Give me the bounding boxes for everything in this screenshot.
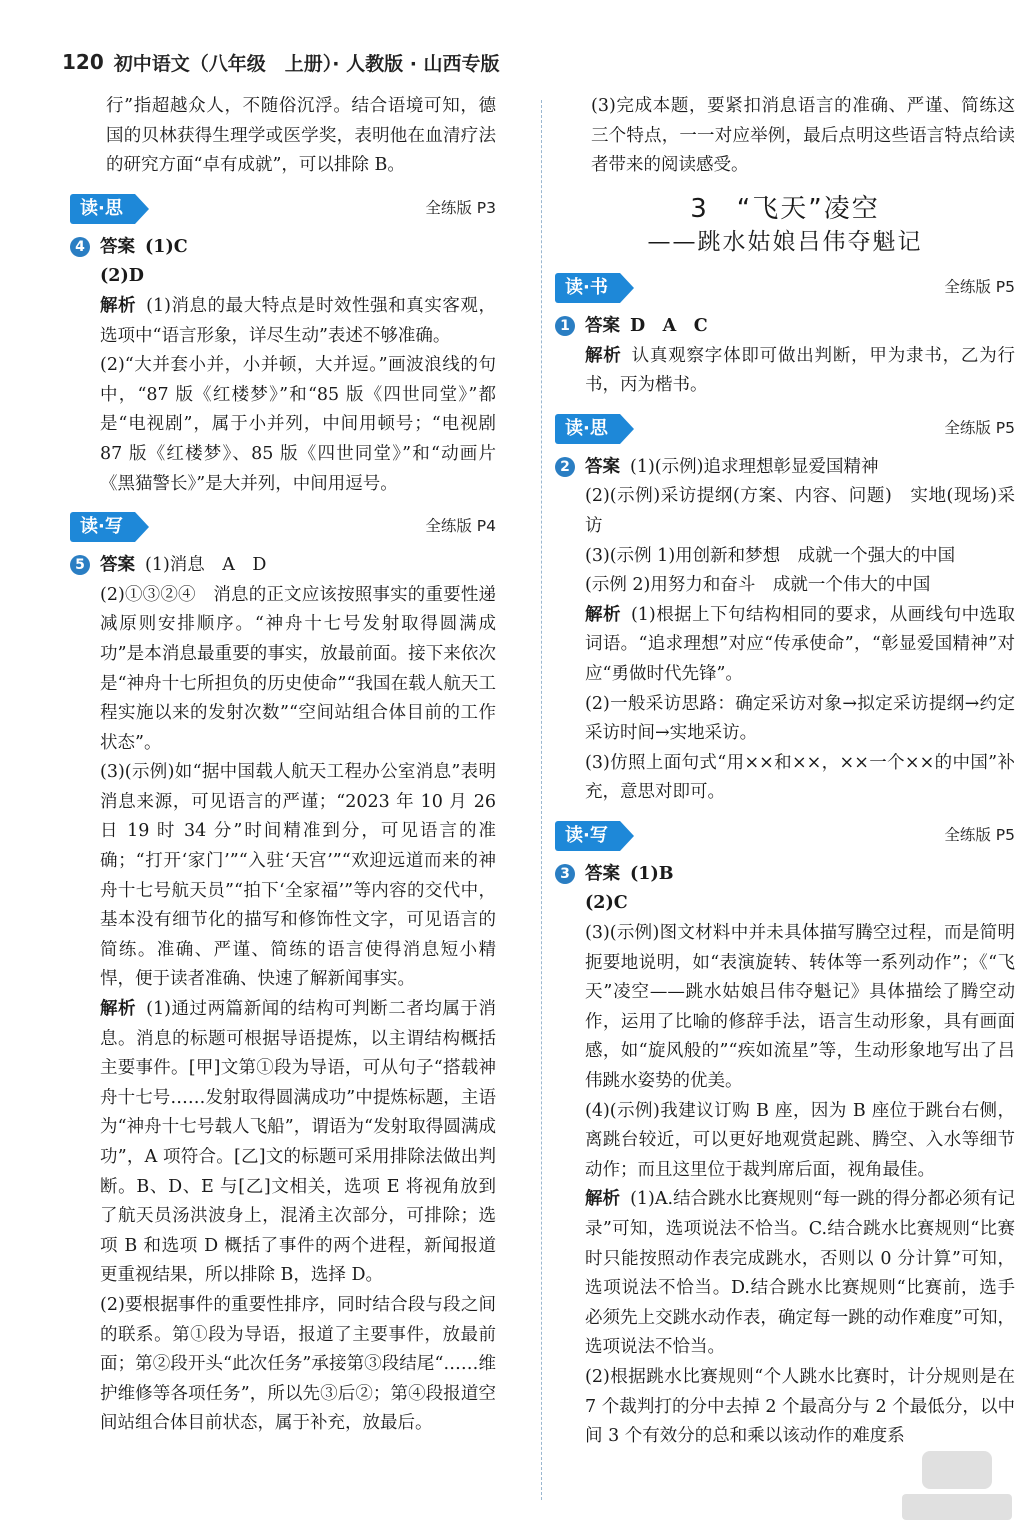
- answer-text: D A C: [630, 315, 708, 336]
- answer-text: (2)①③②④ 消息的正文应该按照事实的重要性递减原则安排顺序。“神舟十七号发射取得圆满成功”是本消息最重要的事实，放最前面。接下来依次是“神舟十七所担负的历史使命”“我国在载人航天工程实施以来的发射次数”“空间站组合体目前的工作状态”。: [100, 584, 496, 753]
- chapter-title: 3 “飞天”凌空: [690, 193, 880, 224]
- section-header: [555, 413, 1015, 445]
- section-ref: 全练版 P5: [944, 418, 1015, 437]
- book-title: 初中语文（八年级 上册）· 人教版 · 山西专版: [113, 52, 500, 75]
- answer-text: (2)(示例)采访提纲(方案、内容、问题) 实地(现场)采访: [585, 486, 1015, 536]
- right-column: [555, 92, 1015, 1452]
- watermark-logo-icon: [892, 1446, 1022, 1526]
- answer-text: (1)C: [145, 236, 188, 257]
- section-header: [555, 272, 1015, 304]
- analysis-label: 解析: [585, 1189, 621, 1210]
- analysis-text: (1)A.结合跳水比赛规则“每一跳的得分都必须有记录”可知，选项说法不恰当。C.结合跳水比赛规则“比赛时只能按照动作表完成跳水，否则以 0 分计算”可知，选项说法不恰当。D.结合跳水比赛规则“比赛前，选手必须先上交跳水动作表，确定每一跳的动作难度”可知，选项说法不恰当。: [585, 1189, 1016, 1358]
- answer-block: [555, 860, 1015, 1452]
- section-ref: 全练版 P5: [944, 826, 1015, 845]
- answer-block: [70, 551, 496, 1439]
- section-ref: 全练版 P4: [425, 517, 496, 536]
- analysis-text: (1)通过两篇新闻的结构可判断二者均属于消息。消息的标题可根据导语提炼，以主谓结构概括主要事件。[甲]文第①段为导语，可从句子“搭载神舟十七号……发射取得圆满成功”中提炼标题，主语为“神舟十七号载人飞船”，谓语为“发射取得圆满成功”，A 项符合。[乙]文的标题可采用排除法做出判断。B、D、E 与[乙]文相关，选项 E 将视角放到了航天员汤洪波身上，混淆主次部分，可排除；选项 B 和选项 D 概括了事件的两个进程，新闻报道更重视结果，所以排除 B，选择 D。: [100, 999, 496, 1286]
- left-intro: 行”指超越众人，不随俗沉浮。结合语境可知，德国的贝林获得生理学或医学奖，表明他在血清疗法的研究方面“卓有成就”，可以排除 B。: [106, 96, 496, 176]
- analysis-label: 解析: [100, 295, 137, 316]
- section-tag: 读·写: [555, 821, 620, 851]
- answer-text: (3)(示例 1)用创新和梦想 成就一个强大的中国: [585, 545, 956, 566]
- question-number: 5: [70, 555, 90, 575]
- question-number: 4: [70, 237, 90, 257]
- answer-block: [555, 453, 1015, 808]
- analysis-text: (2)根据跳水比赛规则“个人跳水比赛时，计分规则是在 7 个裁判打的分中去掉 2 个最高分与 2 个最低分，以中间 3 个有效分的总和乘以该动作的难度系: [585, 1366, 1015, 1447]
- section-tag: 读·写: [70, 512, 135, 542]
- left-column: [70, 92, 496, 1439]
- answer-text: (1)(示例)追求理想彰显爱国精神: [630, 456, 879, 477]
- analysis-label: 解析: [100, 999, 137, 1020]
- chapter-subtitle: ——跳水姑娘吕伟夺魁记: [647, 229, 923, 256]
- answer-block: [555, 312, 1015, 401]
- section-ref: 全练版 P5: [944, 278, 1015, 297]
- answer-text: (2)C: [585, 893, 628, 914]
- right-intro: (3)完成本题，要紧扣消息语言的准确、严谨、简练这三个特点，一一对应举例，最后点明这些语言特点给读者带来的阅读感受。: [591, 96, 1015, 176]
- answer-label: 答案: [585, 315, 620, 336]
- page-header: [62, 42, 500, 82]
- analysis-text: 认真观察字体即可做出判断，甲为隶书，乙为行书，丙为楷书。: [585, 345, 1016, 396]
- section-ref: 全练版 P3: [425, 198, 496, 217]
- section-header: [555, 820, 1015, 852]
- answer-text: (4)(示例)我建议订购 B 座，因为 B 座位于跳台右侧，离跳台较近，可以更好地观赏起跳、腾空、入水等细节动作；而且这里位于裁判席后面，视角最佳。: [585, 1100, 1015, 1180]
- answer-text: (1)B: [630, 863, 674, 884]
- analysis-label: 解析: [585, 604, 621, 625]
- answer-label: 答案: [100, 236, 135, 257]
- question-number: 2: [555, 457, 575, 477]
- answer-label: 答案: [100, 555, 135, 576]
- analysis-text: (2)一般采访思路：确定采访对象→拟定采访提纲→约定采访时间→实地采访。: [585, 693, 1015, 744]
- analysis-text: (2)“大并套小并，小并顿，大并逗。”画波浪线的句中，“87 版《红楼梦》”和“85 版《四世同堂》”都是“电视剧”，属于小并列，中间用顿号；“电视剧 87 版《红楼梦》、85 版《四世同堂》”和“动画片《黑猫警长》”是大并列，中间用逗号。: [100, 355, 496, 494]
- section-tag: 读·思: [555, 414, 620, 444]
- answer-label: 答案: [585, 456, 620, 477]
- analysis-text: (3)仿照上面句式“用××和××，××一个××的中国”补充，意思对即可。: [585, 752, 1015, 803]
- section-tag: 读·思: [70, 194, 135, 224]
- question-number: 1: [555, 316, 575, 336]
- question-number: 3: [555, 864, 575, 884]
- analysis-text: (1)根据上下句结构相同的要求，从画线句中选取词语。“追求理想”对应“传承使命”，“彰显爱国精神”对应“勇做时代先锋”。: [585, 604, 1016, 684]
- section-tag: 读·书: [555, 273, 620, 303]
- analysis-text: (1)消息的最大特点是时效性强和真实客观，选项中“语言形象，详尽生动”表述不够准确。: [100, 295, 496, 346]
- column-divider: [541, 100, 542, 1500]
- answer-text: (示例 2)用努力和奋斗 成就一个伟大的中国: [585, 575, 931, 596]
- answer-label: 答案: [585, 863, 620, 884]
- answer-block: [70, 233, 496, 499]
- analysis-text: (2)要根据事件的重要性排序，同时结合段与段之间的联系。第①段为导语，报道了主要事件，放最前面；第②段开头“此次任务”承接第③段结尾“……维护维修等各项任务”，所以先③后②；第④段报道空间站组合体目前状态，属于补充，放最后。: [100, 1294, 496, 1434]
- answer-text: (3)(示例)如“据中国载人航天工程办公室消息”表明消息来源，可见语言的严谨；“2023 年 10 月 26 日 19 时 34 分”时间精准到分，可见语言的准确；“打开‘家门’”“入驻‘天宫’”“欢迎远道而来的神舟十七号航天员”“拍下‘全家福’”等内容的交代中，基本没有细节化的描写和修饰性文字，可见语言的简练。准确、严谨、简练的语言使得消息短小精悍，便于读者准确、快速了解新闻事实。: [100, 762, 496, 990]
- answer-text: (1)消息 A D: [145, 555, 267, 576]
- section-header: [70, 511, 496, 543]
- page-number: 120: [62, 50, 104, 74]
- answer-text: (2)D: [100, 266, 144, 287]
- answer-text: (3)(示例)图文材料中并未具体描写腾空过程，而是简明扼要地说明，如“表演旋转、转体等一系列动作”；《“飞天”凌空——跳水姑娘吕伟夺魁记》具体描绘了腾空动作，运用了比喻的修辞手法，语言生动形象，具有画面感，如“旋风般的”“疾如流星”等，生动形象地写出了吕伟跳水姿势的优美。: [585, 923, 1015, 1092]
- analysis-label: 解析: [585, 345, 622, 366]
- section-header: [70, 193, 496, 225]
